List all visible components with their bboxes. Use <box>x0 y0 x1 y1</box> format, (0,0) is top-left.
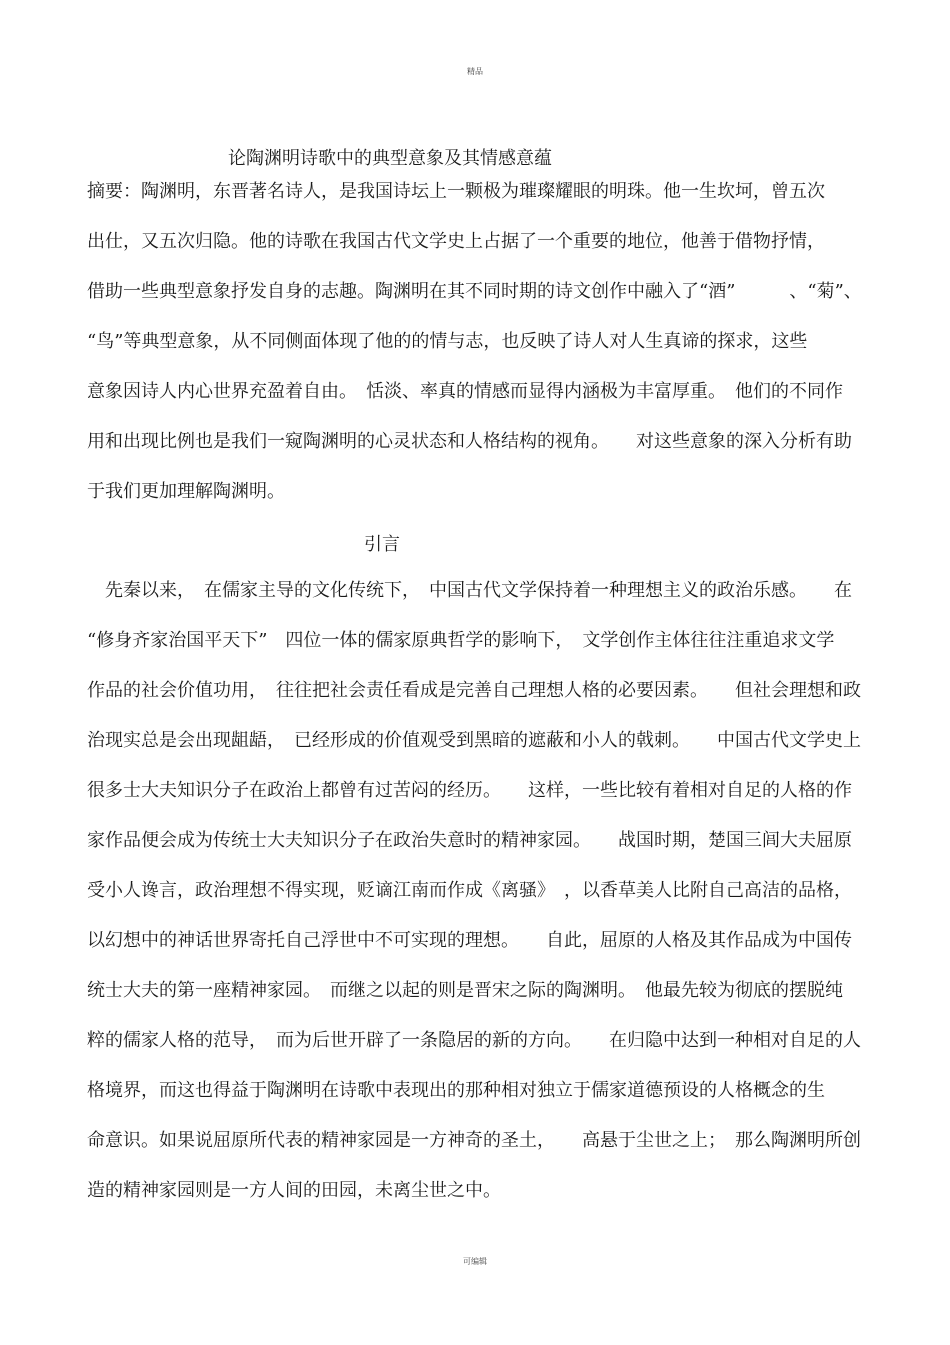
abstract-line: 摘要：陶渊明，东晋著名诗人，是我国诗坛上一颗极为璀璨耀眼的明珠。他一生坎坷，曾五次 <box>87 181 825 202</box>
introduction-line: 很多士大夫知识分子在政治上都曾有过苦闷的经历。 这样，一些比较有着相对自足的人格的作 <box>87 780 852 801</box>
introduction-line: 格境界，而这也得益于陶渊明在诗歌中表现出的那种相对独立于儒家道德预设的人格概念的生 <box>87 1080 825 1101</box>
introduction-line: 命意识。如果说屈原所代表的精神家园是一方神奇的圣土， 高悬于尘世之上； 那么陶渊明所创 <box>87 1130 861 1151</box>
abstract-line: 用和出现比例也是我们一窥陶渊明的心灵状态和人格结构的视角。 对这些意象的深入分析有助 <box>87 431 852 452</box>
document-title: 论陶渊明诗歌中的典型意象及其情感意蕴 <box>228 148 552 169</box>
introduction-line: 统士大夫的第一座精神家园。 而继之以起的则是晋宋之际的陶渊明。 他最先较为彻底的摆脱纯 <box>87 980 843 1001</box>
introduction-line: “修身齐家治国平天下” 四位一体的儒家原典哲学的影响下， 文学创作主体往往注重追求文学 <box>87 630 835 651</box>
introduction-line: 作品的社会价值功用， 往往把社会责任看成是完善自己理想人格的必要因素。 但社会理想和政 <box>87 680 861 701</box>
introduction-line: 家作品便会成为传统士大夫知识分子在政治失意时的精神家园。 战国时期，楚国三闾大夫屈原 <box>87 830 852 851</box>
page-footer: 可编辑 <box>463 1257 487 1266</box>
introduction-line: 粹的儒家人格的范导， 而为后世开辟了一条隐居的新的方向。 在归隐中达到一种相对自足的人 <box>87 1030 861 1051</box>
abstract-line: 借助一些典型意象抒发自身的志趣。陶渊明在其不同时期的诗文创作中融入了“酒” 、“菊”、 <box>87 281 862 302</box>
introduction-line: 先秦以来， 在儒家主导的文化传统下， 中国古代文学保持着一种理想主义的政治乐感。 在 <box>87 580 852 601</box>
introduction-line: 以幻想中的神话世界寄托自己浮世中不可实现的理想。 自此，屈原的人格及其作品成为中国传 <box>87 930 852 951</box>
page-header: 精品 <box>467 67 483 76</box>
introduction-line: 治现实总是会出现龃龉， 已经形成的价值观受到黑暗的遮蔽和小人的戟刺。 中国古代文学史上 <box>87 730 861 751</box>
section-heading-introduction: 引言 <box>364 534 400 555</box>
abstract-line: 于我们更加理解陶渊明。 <box>87 481 285 502</box>
abstract-line: 出仕，又五次归隐。他的诗歌在我国古代文学史上占据了一个重要的地位，他善于借物抒情， <box>87 231 825 252</box>
abstract-line: 意象因诗人内心世界充盈着自由。 恬淡、率真的情感而显得内涵极为丰富厚重。 他们的不同作 <box>87 381 843 402</box>
introduction-line: 造的精神家园则是一方人间的田园，未离尘世之中。 <box>87 1180 501 1201</box>
abstract-line: “鸟”等典型意象，从不同侧面体现了他的的情与志，也反映了诗人对人生真谛的探求，这些 <box>87 331 808 352</box>
introduction-line: 受小人谗言，政治理想不得实现，贬谪江南而作成《离骚》 ，以香草美人比附自己高洁的品格， <box>87 880 852 901</box>
